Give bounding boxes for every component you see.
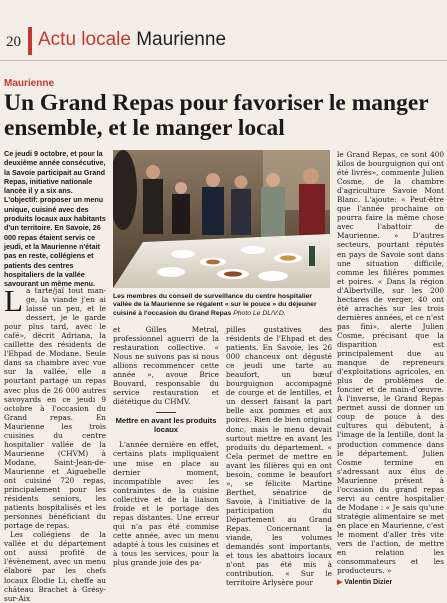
author-signature xyxy=(337,578,444,587)
body-column-2 xyxy=(113,325,219,567)
page-number: 20 xyxy=(6,34,21,50)
author-name: Valentin Dizier xyxy=(344,579,393,587)
body-text-2: et Gilles Metral, professionnel aguerri de la restauration collective. « Nous ne suivons pas si nous allions recommencer cette année », avoue Brice Bouvard, responsable du service restauration et diététique du CHMV. xyxy=(113,325,219,407)
photo-caption xyxy=(113,293,330,318)
rubric-black: Maurienne xyxy=(136,29,227,50)
intertitle xyxy=(113,412,219,434)
body-text-4: le Grand Repas, ce sont 400 kilos de bourguignon qui ont été livrés», commente Julien Cosme, de la chambre d'agriculture Savoie Mont Blanc. L'ajoute: « Peut-être que l'année prochaine on pourra faire la même chose avec l'abattoir de Maurienne. » D'autres secteurs, pourtant réputés en pays de Savoie sont dans une situation difficile, comme les filières pommes et poires. « Dans la région d'Albertville, sur les 200 hectares de verger, 40 ont été arrachés sur les trois dernières années, et ce n'est pas fini», alerte Julien Cosme, précisant que la disparition est principalement due au manque de repreneurs d'exploitations agricoles, en plus de problèmes de foncier et de main-d'œuvre. À l'inverse, le Grand Repas permet aussi de donner un coup de pouce à des cultures qui débutent, à l'image de la lentille, dont la production commence dans le département. Julien Cosme termine en s'adressant aux élus de Maurienne présent à l'occasion du grand repas servi au centre hospitalier de Modane : « Je sais qu'une stratégie alimentaire se met en place en Maurienne, c'est le moment d'aller très vite vers de l'action, de mettre en relation les consommateurs et les producteurs. » xyxy=(337,150,444,576)
body-column-1 xyxy=(4,283,106,603)
article-lead: Ce jeudi 9 octobre, et pour la deuxième année consécutive, la Savoie participait au Grand Repas, initiative nationale lancée il y a six ans. L'objectif: proposer un menu unique, cuisiné avec des produits locaux aux habitants d'un territoire. En Savoie, 26 000 repas étaient servis ce jeudi, et la Maurienne n'était pas en reste, collégiens et patients des centres hospitaliers de la vallée savourant un même menu. xyxy=(4,149,106,289)
body-column-4 xyxy=(337,150,444,587)
intertitle-text: Mettre en avant les produits locaux xyxy=(115,416,217,435)
body-text-2b: L'année dernière en effet, certains plats impliquaient une mise en place au dernier moment, incompatible avec les contraintes de la cuisine collective et de la liaison froide et le portage des repas distantes. Une erreur qui n'a pas été commise cette année, avec un menu adapté à tous les cuisines et à tous les services, pour la plus grande joie des pa- xyxy=(113,440,219,568)
article-kicker: Maurienne xyxy=(4,78,55,89)
intertitle-rule xyxy=(156,412,176,413)
page-header xyxy=(0,0,447,60)
photo-credit: Photo Le DL/V.D. xyxy=(233,309,286,317)
body-text-1b: Les collégiens de la vallée et du département ont aussi profité de l'évènement, avec un menu élaboré par les chefs locaux Élodie Li, cheffe au château Brachet à Grésy-sur-Aix xyxy=(4,530,106,603)
section-rubric xyxy=(38,29,226,51)
drop-cap: L xyxy=(4,283,23,318)
body-text-1: a tarte/jaï tout man-ge, la viande j'en ai laissé un peu, et le dessert, je le garde pour plus tard, avec le café», décrit Adriana, la caillette des résidents de l'Ehpad de Modane. Seule dans sa chambre avec vue sur la vallée, elle a pourtant partagé un repas avec plus de 26 000 autres savoyards en ce jeudi 9 octobre à l'occasion du Grand repas. En Maurienne les trois cuisines du centre hospitalier vallée de la Maurienne (CHVM) à Modane, Saint-Jean-de-Maurienne et Aiguebelle ont cuisiné 720 repas, principalement pour les résidents seniors, les patients hospitalisés et les personnes bénéficiant du portage de repas. xyxy=(4,286,106,531)
article-headline: Un Grand Repas pour favoriser le manger ensemble, et le manger local xyxy=(4,90,429,141)
rubric-accent-bar xyxy=(28,27,32,55)
body-column-3 xyxy=(226,325,332,587)
header-divider xyxy=(0,60,447,61)
rubric-red: Actu locale xyxy=(38,29,131,50)
body-text-3: pilles gustatives des résidents de l'Ehpad et des patients. En Savoie, les 26 000 chanceux ont dégusté ce jeudi une tarte au beaufort, un bœuf bourguignon accompagné de courge et de lentilles, et un dessert faisant la part belle aux pommes et aux poires. Rien de bien original donc, mais le menu devait surtout mettre en avant les produits du département. « Cela permet de mettre en avant les filières qui en ont besoin, comme le beaufort », se félicite Martine Berthet, sénatrice de Savoie, à l'initiative de la participation du Département au Grand Repas. Concernant la viande, les volumes demandés sont importants, et tous les abattoirs locaux n'ont pas été mis à contribution. « Sur le territoire Arlysère pour xyxy=(226,325,332,588)
photo-illustration xyxy=(113,150,330,288)
signature-marker: ▶ xyxy=(337,579,343,587)
caption-text: Les membres du conseil de surveillance du centre hospitalier vallée de la Maurienne se régalent « sur le pouce » du déjeuner cuisiné à l'occasion du Grand Repas xyxy=(113,293,317,317)
article-photo xyxy=(113,150,330,288)
